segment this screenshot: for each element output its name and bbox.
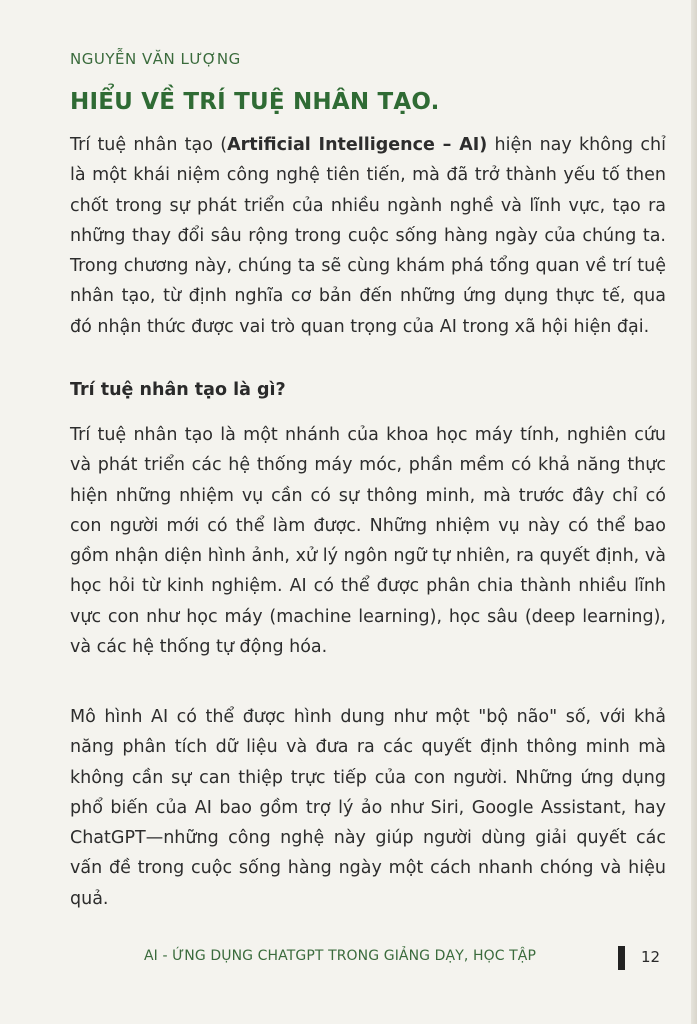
- intro-text-start: Trí tuệ nhân tạo (: [70, 135, 228, 155]
- running-footer-book-title: AI - ỨNG DỤNG CHATGPT TRONG GIẢNG DẠY, HỌC TẬP: [144, 948, 537, 964]
- body-paragraph-1: Trí tuệ nhân tạo là một nhánh của khoa học máy tính, nghiên cứu và phát triển các hệ thống máy móc, phần mềm có khả năng thực hiện những nhiệm vụ cần có sự thông minh, mà trước đây chỉ có con người mới có thể làm được. Những nhiệm vụ này có thể bao gồm nhận diện hình ảnh, xử lý ngôn ngữ tự nhiên, ra quyết định, và học hỏi từ kinh nghiệm. AI có thể được phân chia thành nhiều lĩnh vực con như học máy (machine learning), học sâu (deep learning), và các hệ thống tự động hóa.: [70, 425, 666, 658]
- body-paragraph-2: Mô hình AI có thể được hình dung như một "bộ não" số, với khả năng phân tích dữ liệu và đưa ra các quyết định thông minh mà không cần sự can thiệp trực tiếp của con người. Những ứng dụng phổ biến của AI bao gồm trợ lý ảo như Siri, Google Assistant, hay ChatGPT—những công nghệ này giúp người dùng giải quyết các vấn đề trong cuộc sống hàng ngày một cách nhanh chóng và hiệu quả.: [70, 707, 666, 909]
- footer-divider-bar: [618, 946, 625, 970]
- page-edge: [691, 0, 697, 1024]
- chapter-title: HIỂU VỀ TRÍ TUỆ NHÂN TẠO.: [70, 89, 440, 115]
- intro-text-rest: hiện nay không chỉ là một khái niệm công nghệ tiên tiến, mà đã trở thành yếu tố then chốt trong sự phát triển của nhiều ngành nghề và lĩnh vực, tạo ra những thay đổi sâu rộng trong cuộc sống hàng ngày của chúng ta. Trong chương này, chúng ta sẽ cùng khám phá tổng quan về trí tuệ nhân tạo, từ định nghĩa cơ bản đến những ứng dụng thực tế, qua đó nhận thức được vai trò quan trọng của AI trong xã hội hiện đại.: [70, 135, 666, 337]
- section-heading: Trí tuệ nhân tạo là gì?: [70, 380, 286, 400]
- page-number: 12: [641, 948, 661, 966]
- running-header-author: NGUYỄN VĂN LƯỢNG: [70, 50, 241, 68]
- intro-paragraph: [70, 130, 666, 342]
- intro-bold-term: Artificial Intelligence – AI): [227, 135, 488, 155]
